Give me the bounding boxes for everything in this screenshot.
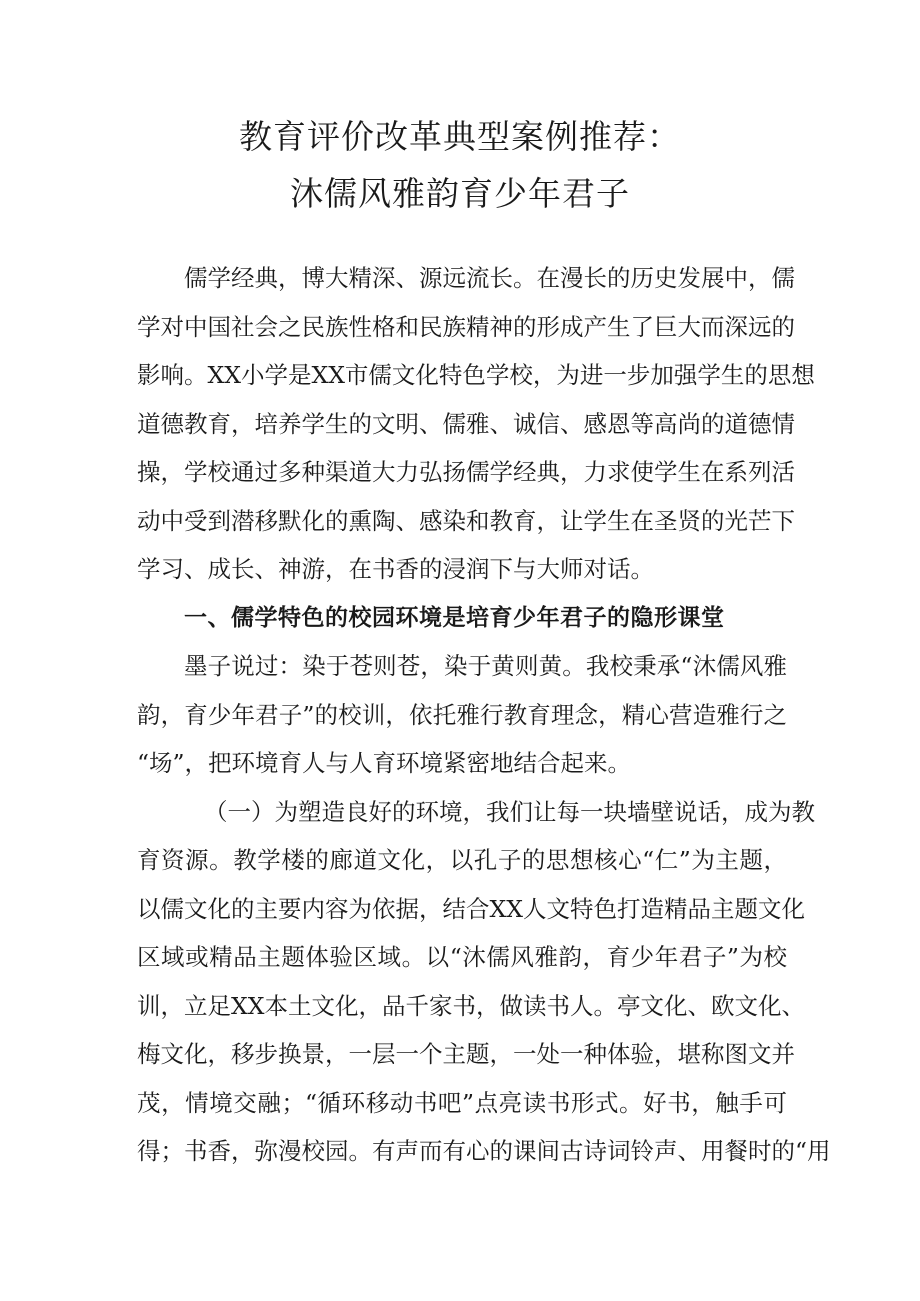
text-line: 得；书香，弥漫校园。有声而有心的课间古诗词铃声、用餐时的“用 [137, 1137, 831, 1165]
text-line: 道德教育，培养学生的文明、儒雅、诚信、感恩等高尚的道德情 [137, 409, 795, 438]
document-title [0, 108, 920, 222]
section-heading: 一、儒学特色的校园环境是培育少年君子的隐形课堂 [184, 604, 725, 631]
text-line: 儒学经典，博大精深、源远流长。在漫长的历史发展中，儒 [184, 264, 795, 292]
text-line: 学对中国社会之民族性格和民族精神的形成产生了巨大而深远的 [137, 312, 795, 341]
text-line: 茂，情境交融；“循环移动书吧”点亮读书形式。好书，触手可 [137, 1088, 787, 1117]
text-line: 动中受到潜移默化的熏陶、感染和教育，让学生在圣贤的光芒下 [137, 506, 795, 535]
text-line: 操，学校通过多种渠道大力弘扬儒学经典，力求使学生在系列活 [137, 458, 795, 486]
text-line: 以儒文化的主要内容为依据，结合XX人文特色打造精品主题文化 [137, 894, 805, 923]
text-line: “场”，把环境育人与人育环境紧密地结合起来。 [137, 749, 632, 777]
text-line: 训，立足XX本土文化，品千家书，做读书人。亭文化、欧文化、 [137, 991, 805, 1020]
text-line: 墨子说过：染于苍则苍，染于黄则黄。我校秉承“沐儒风雅 [184, 652, 787, 680]
text-line: 学习、成长、神游，在书香的浸润下与大师对话。 [137, 555, 654, 583]
text-line: 育资源。教学楼的廊道文化，以孔子的思想核心“仁”为主题， [137, 846, 787, 874]
paragraph-mozi [137, 642, 787, 788]
paragraph-intro [137, 254, 815, 594]
document-body [137, 254, 831, 1176]
title-line-1: 教育评价改革典型案例推荐： [239, 117, 681, 156]
paragraph-environment [137, 788, 831, 1176]
text-line: 梅文化，移步换景，一层一个主题，一处一种体验，堪称图文并 [137, 1040, 795, 1068]
text-line: （一）为塑造良好的环境，我们让每一块墙壁说话，成为教 [204, 797, 815, 826]
text-line: 区域或精品主题体验区域。以“沐儒风雅韵，育少年君子”为校 [137, 943, 787, 971]
text-line: 韵，育少年君子”的校训，依托雅行教育理念，精心营造雅行之 [137, 700, 787, 729]
text-line: 影响。XX小学是XX市儒文化特色学校，为进一步加强学生的思想 [137, 361, 815, 389]
title-line-2: 沐儒风雅韵育少年君子 [290, 174, 630, 213]
